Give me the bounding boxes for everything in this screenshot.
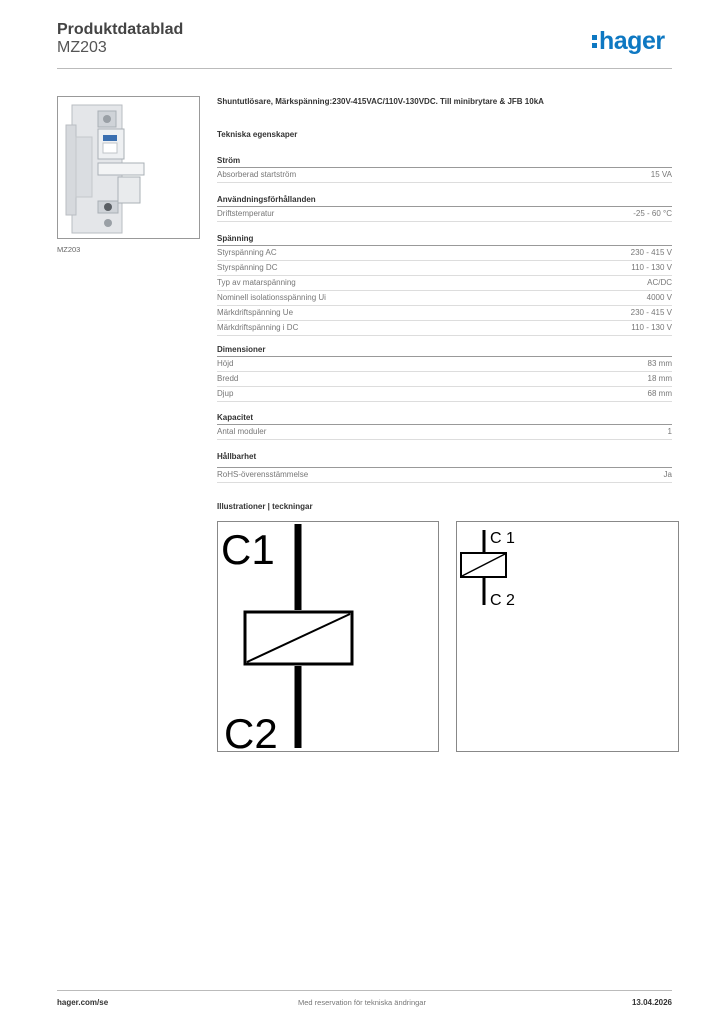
header-divider [57, 68, 672, 69]
spec-label: Styrspänning AC [217, 248, 277, 257]
spec-label: Absorberad startström [217, 170, 297, 179]
label-c1: C1 [221, 526, 275, 573]
illustration-small [456, 521, 679, 752]
logo-dots-icon [592, 31, 597, 49]
spec-row [217, 425, 672, 440]
tech-properties-heading: Tekniska egenskaper [217, 130, 298, 139]
spec-row [217, 246, 672, 261]
spec-row [217, 372, 672, 387]
section-title: Spänning [217, 233, 672, 246]
spec-label: RoHS-överensstämmelse [217, 470, 309, 479]
spec-value: 230 - 415 V [630, 248, 672, 257]
coil-symbol-large-icon [218, 522, 438, 751]
spec-value: 83 mm [647, 359, 672, 368]
section-spanning [217, 233, 672, 336]
model-number: MZ203 [57, 39, 107, 56]
spec-value: 1 [667, 427, 672, 436]
label-c1-small: C 1 [490, 530, 515, 547]
spec-label: Djup [217, 389, 234, 398]
product-description: Shuntutlösare, Märkspänning:230V-415VAC/110V-130VDC. Till minibrytare & JFB 10kA [217, 97, 544, 106]
section-title: Kapacitet [217, 412, 672, 425]
page-title: Produktdatablad [57, 21, 184, 38]
spec-label: Typ av matarspänning [217, 278, 296, 287]
product-device-icon [58, 97, 199, 238]
spec-row [217, 291, 672, 306]
footer-note: Med reservation för tekniska ändringar [298, 998, 426, 1007]
section-dimensioner [217, 344, 672, 402]
section-kapacitet [217, 412, 672, 440]
spec-value: Ja [663, 470, 672, 479]
spec-label: Bredd [217, 374, 239, 383]
illustrations-heading: Illustrationer | teckningar [217, 502, 313, 511]
section-title: Ström [217, 155, 672, 168]
spec-value: 110 - 130 V [631, 323, 672, 332]
footer-website: hager.com/se [57, 998, 109, 1007]
spec-value: 4000 V [646, 293, 672, 302]
spec-row [217, 168, 672, 183]
spec-value: 15 VA [650, 170, 672, 179]
spec-value: -25 - 60 °C [633, 209, 672, 218]
spec-value: 110 - 130 V [631, 263, 672, 272]
label-c2: C2 [224, 710, 278, 751]
spec-row [217, 261, 672, 276]
spec-row [217, 387, 672, 402]
footer-divider [57, 990, 672, 991]
spec-label: Höjd [217, 359, 234, 368]
spec-row [217, 306, 672, 321]
spec-label: Styrspänning DC [217, 263, 278, 272]
section-title: Användningsförhållanden [217, 194, 672, 207]
section-title: Hållbarhet [217, 451, 672, 468]
coil-symbol-small-icon [457, 522, 678, 751]
spec-row [217, 357, 672, 372]
spec-row [217, 321, 672, 336]
spec-value: AC/DC [647, 278, 672, 287]
spec-row [217, 276, 672, 291]
product-image [57, 96, 200, 239]
product-image-caption: MZ203 [57, 245, 81, 254]
spec-label: Antal moduler [217, 427, 267, 436]
section-title: Dimensioner [217, 344, 672, 357]
spec-value: 68 mm [647, 389, 672, 398]
logo-text: hager [599, 27, 665, 55]
spec-row [217, 207, 672, 222]
hager-logo [592, 27, 665, 56]
spec-label: Driftstemperatur [217, 209, 275, 218]
label-c2-small: C 2 [490, 592, 515, 609]
section-hallbarhet [217, 451, 672, 483]
section-strom [217, 155, 672, 183]
illustration-large [217, 521, 439, 752]
spec-row [217, 468, 672, 483]
footer-date: 13.04.2026 [631, 998, 672, 1007]
spec-label: Märkdriftspänning i DC [217, 323, 299, 332]
spec-label: Nominell isolationsspänning Ui [217, 293, 326, 302]
spec-value: 18 mm [647, 374, 672, 383]
spec-label: Märkdriftspänning Ue [217, 308, 294, 317]
spec-value: 230 - 415 V [630, 308, 672, 317]
section-anvandningsforhallanden [217, 194, 672, 222]
